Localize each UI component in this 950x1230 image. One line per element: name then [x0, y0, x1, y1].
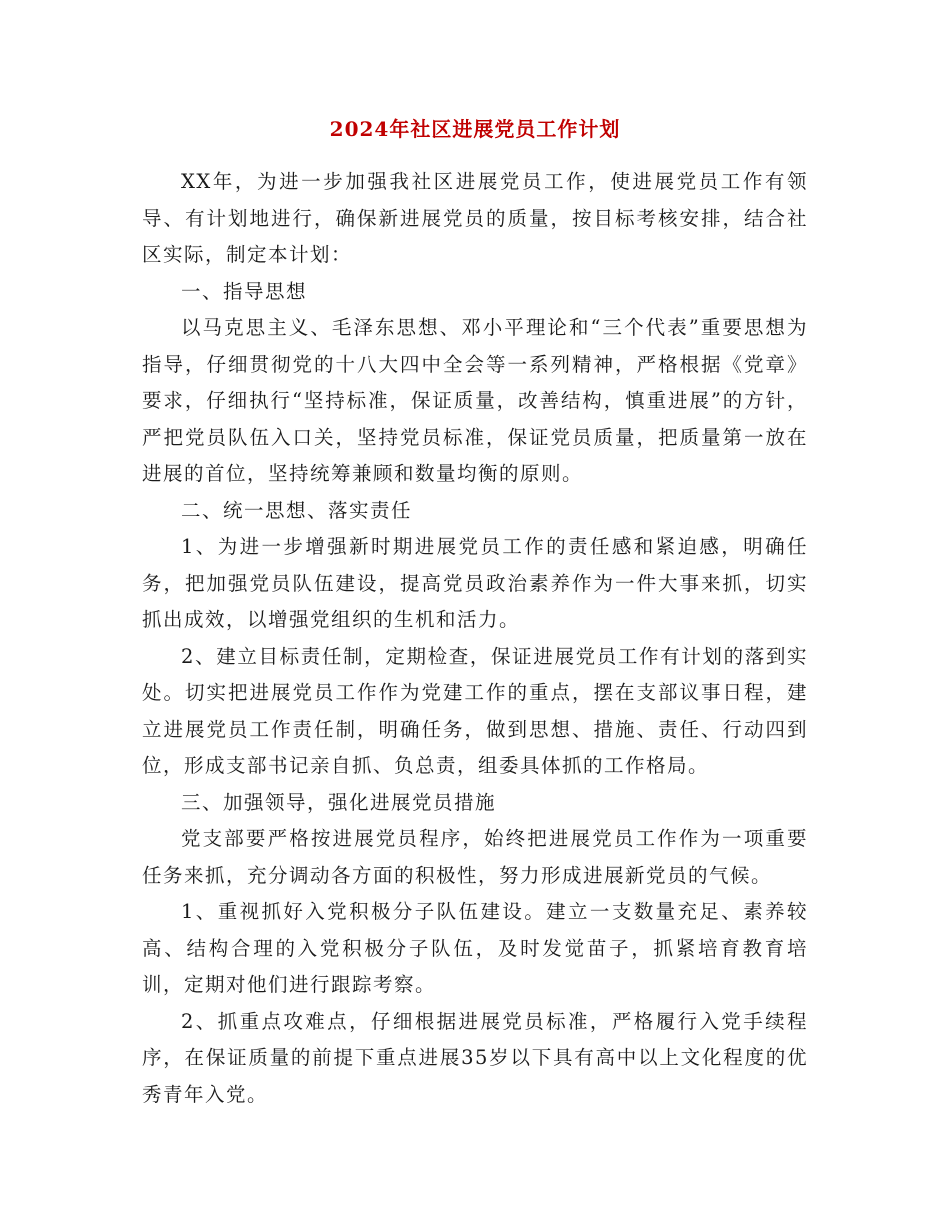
section-2-heading: 二、统一思想、落实责任 — [181, 498, 413, 522]
section-1-paragraph: 以马克思主义、毛泽东思想、邓小平理论和“三个代表”重要思想为指导，仔细贯彻党的十八大四中全会等一系列精神，严格根据《党章》要求，仔细执行“坚持标准，保证质量，改善结构，慎重进展”的方针，严把党员队伍入口关，坚持党员标准，保证党员质量，把质量第一放在进展的首位，坚持统筹兼顾和数量均衡的原则。 — [142, 316, 808, 485]
section-2-item-2: 2、建立目标责任制，定期检查，保证进展党员工作有计划的落到实处。切实把进展党员工作作为党建工作的重点，摆在支部议事日程，建立进展党员工作责任制，明确任务，做到思想、措施、责任、行动四到位，形成支部书记亲自抓、负总责，组委具体抓的工作格局。 — [142, 644, 808, 777]
section-1-heading: 一、指导思想 — [181, 279, 308, 303]
section-3-heading: 三、加强领导，强化进展党员措施 — [181, 790, 497, 814]
document-title: 2024年社区进展党员工作计划 — [329, 117, 621, 141]
section-3-item-2: 2、抓重点攻难点，仔细根据进展党员标准，严格履行入党手续程序，在保证质量的前提下重点进展35岁以下具有高中以上文化程度的优秀青年入党。 — [142, 1009, 808, 1106]
section-2-item-1: 1、为进一步增强新时期进展党员工作的责任感和紧迫感，明确任务，把加强党员队伍建设，提高党员政治素养作为一件大事来抓，切实抓出成效，以增强党组织的生机和活力。 — [142, 535, 808, 631]
document-page — [142, 112, 808, 1113]
section-3-paragraph: 党支部要严格按进展党员程序，始终把进展党员工作作为一项重要任务来抓，充分调动各方面的积极性，努力形成进展新党员的气候。 — [142, 827, 808, 887]
section-3-item-1: 1、重视抓好入党积极分子队伍建设。建立一支数量充足、素养较高、结构合理的入党积极分子队伍，及时发觉苗子，抓紧培育教育培训，定期对他们进行跟踪考察。 — [142, 900, 808, 996]
intro-paragraph: XX年，为进一步加强我社区进展党员工作，使进展党员工作有领导、有计划地进行，确保新进展党员的质量，按目标考核安排，结合社区实际，制定本计划： — [142, 170, 808, 266]
